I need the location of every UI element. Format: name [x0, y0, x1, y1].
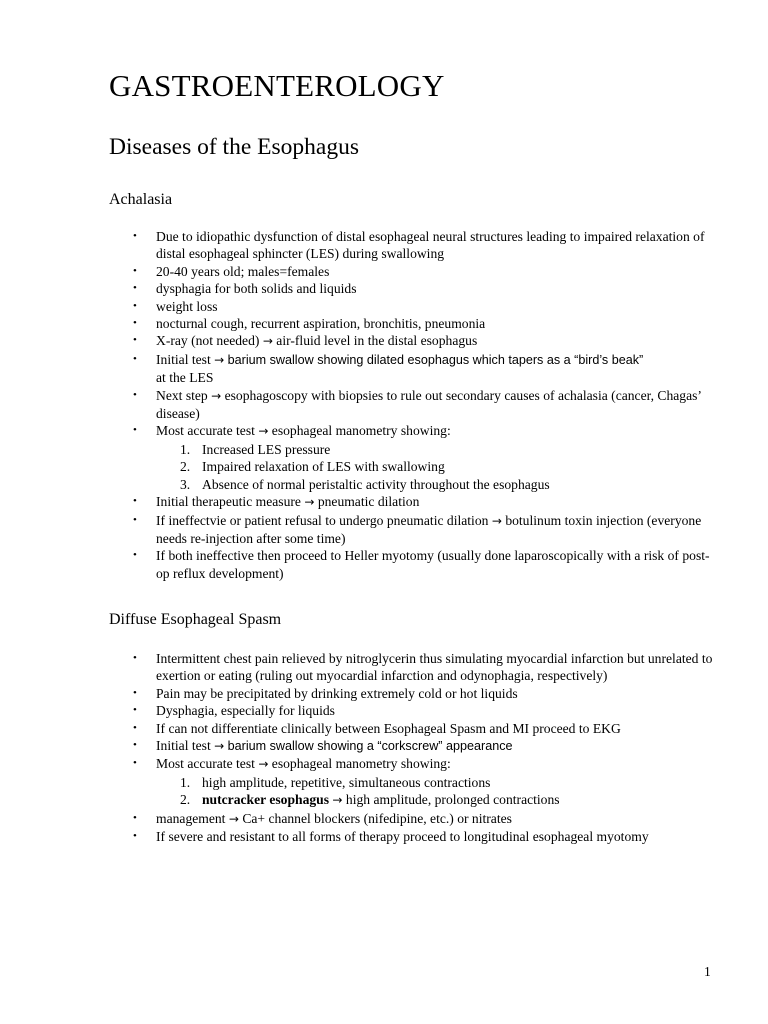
- arrow-right-icon: →: [304, 495, 315, 510]
- numbered-list: [156, 441, 720, 493]
- bullet-icon: •: [133, 704, 137, 717]
- section-heading-achalasia: Achalasia: [109, 191, 173, 208]
- page-number: 1: [704, 964, 711, 979]
- list-item: • Pain may be precipitated by drinking extremely cold or hot liquids: [133, 685, 518, 701]
- bullet-icon: •: [133, 513, 137, 526]
- bullet-icon: •: [133, 424, 137, 437]
- list-item: • dysphagia for both solids and liquids: [133, 281, 357, 297]
- list-item: • Dysphagia, especially for liquids: [133, 703, 335, 719]
- achalasia-bullet-list: [0, 228, 768, 582]
- list-item: • If ineffectvie or patient refusal to undergo pneumatic dilation → botulinum toxin injection (everyone needs re-injection after some time): [133, 512, 702, 546]
- bullet-icon: •: [133, 317, 137, 330]
- list-item: • 20-40 years old; males=females: [133, 263, 330, 279]
- bullet-icon: •: [133, 495, 137, 508]
- numbered-item: 2. nutcracker esophagus → high amplitude, prolonged contractions: [180, 792, 560, 808]
- list-item: • Most accurate test → esophageal manometry showing: 1. Increased LES pressure 2. Impaired relaxation of LES with swallowing 3. Absence of normal peristaltic activity throughout the esophagus: [0, 422, 768, 493]
- list-item: • Most accurate test → esophageal manometry showing: 1. high amplitude, repetitive, simultaneous contractions 2. nutcracker esophagus → high amplitude, prolonged contractions: [0, 755, 768, 809]
- bullet-icon: •: [133, 830, 137, 843]
- bullet-icon: •: [133, 334, 137, 347]
- list-item: • Next step → esophagoscopy with biopsies to rule out secondary causes of achalasia (cancer, Chagas’ disease): [133, 387, 701, 422]
- bullet-icon: •: [133, 757, 137, 770]
- arrow-right-icon: →: [258, 757, 269, 772]
- list-item: • X-ray (not needed) → air-fluid level in the distal esophagus: [133, 333, 478, 349]
- list-item: • Due to idiopathic dysfunction of distal esophageal neural structures leading to impaired relaxation of distal esophageal sphincter (LES) during swallowing: [133, 229, 705, 262]
- list-item: • If both ineffective then proceed to Heller myotomy (usually done laparoscopically with a risk of post-op reflux development): [133, 548, 710, 581]
- bullet-icon: •: [133, 264, 137, 277]
- bullet-icon: •: [133, 721, 137, 734]
- bullet-icon: •: [133, 388, 137, 401]
- bullet-icon: •: [133, 652, 137, 664]
- arrow-right-icon: →: [332, 793, 343, 808]
- document-title: GASTROENTEROLOGY: [109, 68, 445, 103]
- list-item: • Initial test → barium swallow showing dilated esophagus which tapers as a “bird’s beak” at the LES: [133, 351, 644, 386]
- list-item: • nocturnal cough, recurrent aspiration, bronchitis, pneumonia: [133, 316, 486, 332]
- bullet-icon: •: [133, 282, 137, 295]
- list-item: • If severe and resistant to all forms of therapy proceed to longitudinal esophageal myotomy: [133, 829, 649, 845]
- bullet-icon: •: [133, 739, 137, 752]
- bullet-icon: •: [133, 811, 137, 824]
- arrow-right-icon: →: [228, 811, 239, 826]
- list-item: • Intermittent chest pain relieved by nitroglycerin thus simulating myocardial infarction but unrelated to exertion or eating (ruling out myocardial infarction and odynophagia, respectively): [133, 651, 713, 684]
- list-item: • weight loss: [133, 298, 218, 314]
- arrow-right-icon: →: [214, 739, 225, 754]
- list-item: • If can not differentiate clinically between Esophageal Spasm and MI proceed to EKG: [133, 720, 621, 736]
- arrow-right-icon: →: [258, 424, 269, 439]
- bullet-icon: •: [133, 686, 137, 699]
- spasm-bullet-list: [0, 650, 768, 845]
- section-heading-diffuse-esophageal-spasm: Diffuse Esophageal Spasm: [109, 611, 282, 628]
- chapter-title: Diseases of the Esophagus: [109, 134, 359, 160]
- arrow-right-icon: →: [491, 513, 502, 528]
- bullet-icon: •: [133, 230, 137, 242]
- numbered-item: 3. Absence of normal peristaltic activity throughout the esophagus: [180, 476, 550, 492]
- bullet-icon: •: [133, 299, 137, 312]
- bullet-icon: •: [133, 352, 137, 365]
- list-item: • Initial test → barium swallow showing a “corkscrew” appearance: [133, 738, 513, 754]
- arrow-right-icon: →: [211, 388, 222, 403]
- numbered-item: 1. high amplitude, repetitive, simultaneous contractions: [180, 774, 491, 790]
- bullet-icon: •: [133, 549, 137, 562]
- list-item: • Initial therapeutic measure → pneumatic dilation: [133, 494, 420, 510]
- list-item: • management → Ca+ channel blockers (nifedipine, etc.) or nitrates: [133, 810, 512, 826]
- arrow-right-icon: →: [214, 352, 225, 367]
- numbered-item: 2. Impaired relaxation of LES with swallowing: [180, 459, 445, 475]
- numbered-list: [156, 774, 720, 810]
- numbered-item: 1. Increased LES pressure: [180, 441, 331, 457]
- arrow-right-icon: →: [262, 334, 273, 349]
